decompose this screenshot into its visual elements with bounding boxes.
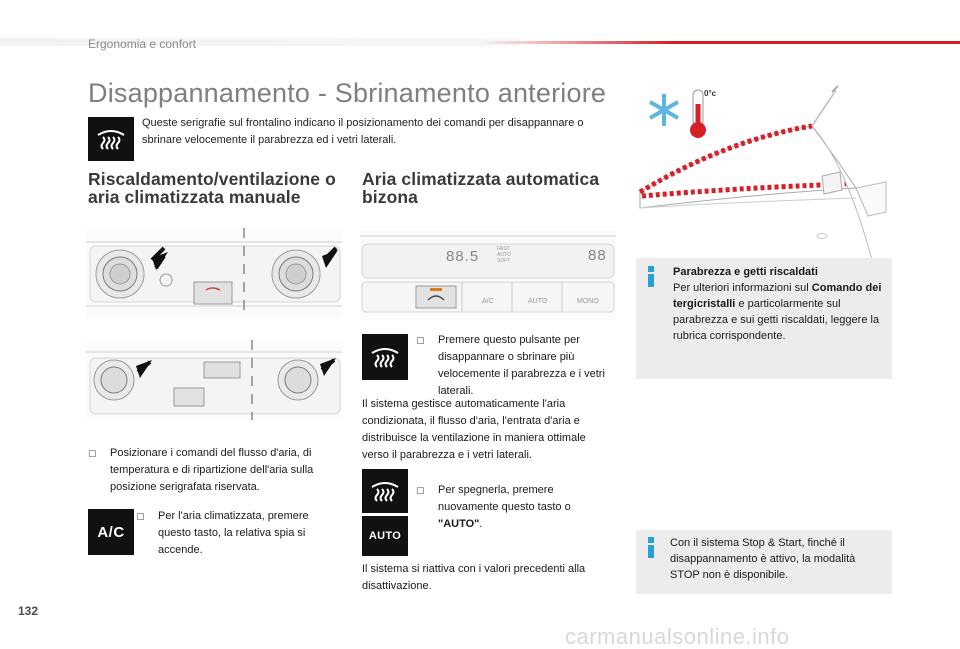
manual-panel-illustration-1 <box>86 228 342 318</box>
right-paragraph-1: Il sistema gestisce automaticamente l'aria condizionata, il flusso d'aria, l'entrata d'aria e distribuisce la ventilazione in maniera ottimale verso il parabrezza e i vetri laterali. <box>362 398 586 461</box>
info-icon <box>648 266 654 287</box>
defrost-button-icon <box>362 334 408 380</box>
fan-mode-soft: SOFT <box>497 258 511 264</box>
front-defrost-icon <box>88 117 134 161</box>
snowflake-icon <box>650 94 678 126</box>
panel-btn-auto: AUTO <box>528 298 548 305</box>
info-box-1-pre: Per ulteriori informazioni sul <box>673 282 812 294</box>
bullet-mark: ▢ <box>416 335 425 345</box>
panel-btn-mono: MONO <box>577 298 599 305</box>
right-paragraph-2: Il sistema si riattiva con i valori precedenti alla disattivazione. <box>362 563 586 592</box>
left-bullet-1-text: Posizionare i comandi del flusso d'aria, di temperatura e di ripartizione dell'aria sulla posizione serigrafata riservata. <box>110 447 314 493</box>
auto-label: AUTO <box>368 530 402 542</box>
header-gray-band <box>0 38 520 46</box>
bullet-mark: ▢ <box>88 448 97 458</box>
intro-text: Queste serigrafie sul frontalino indicano il posizionamento dei comandi per disappannare o sbrinare velocemente il parabrezza ed i vetri laterali. <box>142 117 584 146</box>
ac-label: A/C <box>97 523 125 541</box>
right-bullet-2-post: . <box>479 518 483 530</box>
right-bullet-1 <box>416 332 606 400</box>
info-box-heated-windshield <box>636 258 892 379</box>
section-label: Ergonomia e confort <box>88 37 197 51</box>
left-bullet-2 <box>136 508 336 559</box>
bullet-mark: ▢ <box>136 511 145 521</box>
right-bullet-2 <box>416 482 606 533</box>
ac-button-icon <box>88 509 134 555</box>
windshield-illustration <box>636 84 892 264</box>
fan-mode-auto: AUTO <box>497 252 511 258</box>
right-column-title: Aria climatizzata automatica bizona <box>362 169 600 207</box>
page-number: 132 <box>18 604 39 618</box>
info-box-stop-start <box>636 530 892 594</box>
fan-mode-fast: FAST <box>497 246 510 252</box>
header-red-line <box>480 41 960 44</box>
auto-button-icon <box>362 516 408 556</box>
right-bullet-2-bold: "AUTO" <box>438 518 480 530</box>
panel-btn-ac: A/C <box>482 298 494 305</box>
info-box-1-text <box>673 264 887 344</box>
right-bullet-2-pre: Per spegnerla, premere nuovamente questo tasto o <box>438 484 571 513</box>
manual-panel-illustration-2 <box>86 340 342 420</box>
info-box-1-bold: Comando dei tergicristalli <box>673 282 882 310</box>
info-box-1-post: e particolarmente sul parabrezza e sui getti riscaldati, leggere la rubrica corrispondente. <box>673 298 880 342</box>
bullet-mark: ▢ <box>416 485 425 495</box>
left-bullet-2-text: Per l'aria climatizzata, premere questo tasto, la relativa spia si accende. <box>158 510 309 556</box>
defrost-button-icon-2 <box>362 469 408 513</box>
info-box-1-title: Parabrezza e getti riscaldati <box>673 266 818 278</box>
info-box-2-text: Con il sistema Stop & Start, finché il disappannamento è attivo, la modalità STOP non è disponibile. <box>670 537 856 581</box>
right-bullet-1-text: Premere questo pulsante per disappannare o sbrinare più velocemente il parabrezza e i vetri laterali. <box>438 334 605 397</box>
info-icon <box>648 537 654 558</box>
watermark: carmanualsonline.info <box>565 624 790 649</box>
right-bullet-2-text <box>416 482 606 533</box>
page-title: Disappannamento - Sbrinamento anteriore <box>88 78 607 108</box>
left-column-title: Riscaldamento/ventilazione o aria climatizzata manuale <box>88 169 336 207</box>
left-bullet-1 <box>88 445 338 496</box>
temp-zero-label: 0°c <box>704 89 717 98</box>
temp-left-display: 88.5 <box>446 248 480 265</box>
temp-right-display: 88 <box>588 247 607 264</box>
